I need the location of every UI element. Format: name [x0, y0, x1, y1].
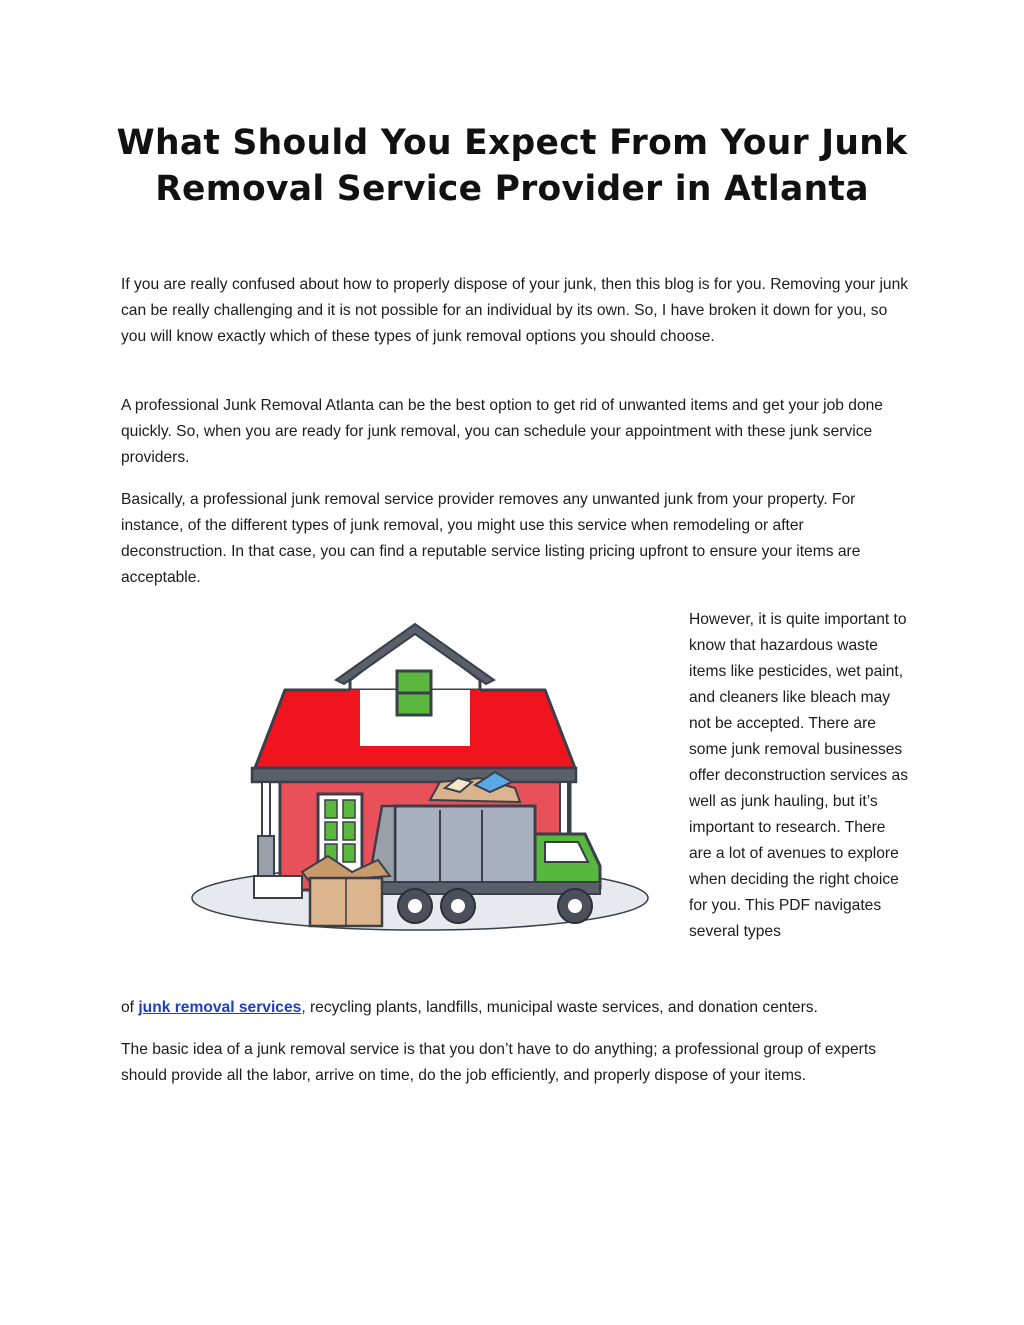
roof-eave — [252, 768, 576, 782]
document-title — [100, 120, 924, 212]
paragraph-hazardous-wrapped: However, it is quite important to know that hazardous waste items like pesticides, wet paint, and cleaners like bleach may not be accepted. There are some junk removal businesses offer deconstruction services as well as junk hauling, but it’s important to research. There are a lot of avenues to explore when deciding the right choice for you. This PDF navigates several types — [689, 611, 908, 940]
junk-removal-services-link[interactable]: junk removal services — [138, 999, 302, 1016]
paragraph-hazardous-suffix: , recycling plants, landfills, municipal waste services, and donation centers. — [301, 999, 818, 1016]
junk-removal-illustration — [190, 620, 655, 935]
paragraph-basically: Basically, a professional junk removal service provider removes any unwanted junk from your property. For instance, of the different types of junk removal, you might use this service when remodeling or after deconstruction. In that case, you can find a reputable service listing pricing upfront to ensure your items are acceptable. — [121, 491, 861, 586]
paragraph-hazardous-last-line — [121, 995, 911, 1021]
paragraph-hazardous-prefix: of — [121, 999, 139, 1016]
porch-column-left — [262, 782, 270, 842]
truck-container — [395, 806, 535, 886]
title-line-2: Removal Service Provider in Atlanta — [155, 169, 869, 209]
title-line-1: What Should You Expect From Your Junk — [116, 123, 908, 163]
porch-step — [254, 876, 302, 898]
paragraph-intro: If you are really confused about how to properly dispose of your junk, then this blog is for you. Removing your junk can be really challenging and it is not possible for an individual by its own. So, I have broken it down for you, so you will know exactly which of these types of junk removal options you should choose. — [121, 276, 909, 345]
paragraph-basic-idea: The basic idea of a junk removal service is that you don’t have to do anything; a professional group of experts should provide all the labor, arrive on time, do the job efficiently, and properly dispose of your items. — [121, 1041, 877, 1084]
paragraph-professional: A professional Junk Removal Atlanta can be the best option to get rid of unwanted items and get your job done quickly. So, when you are ready for junk removal, you can schedule your appointment with these junk service providers. — [121, 397, 883, 466]
